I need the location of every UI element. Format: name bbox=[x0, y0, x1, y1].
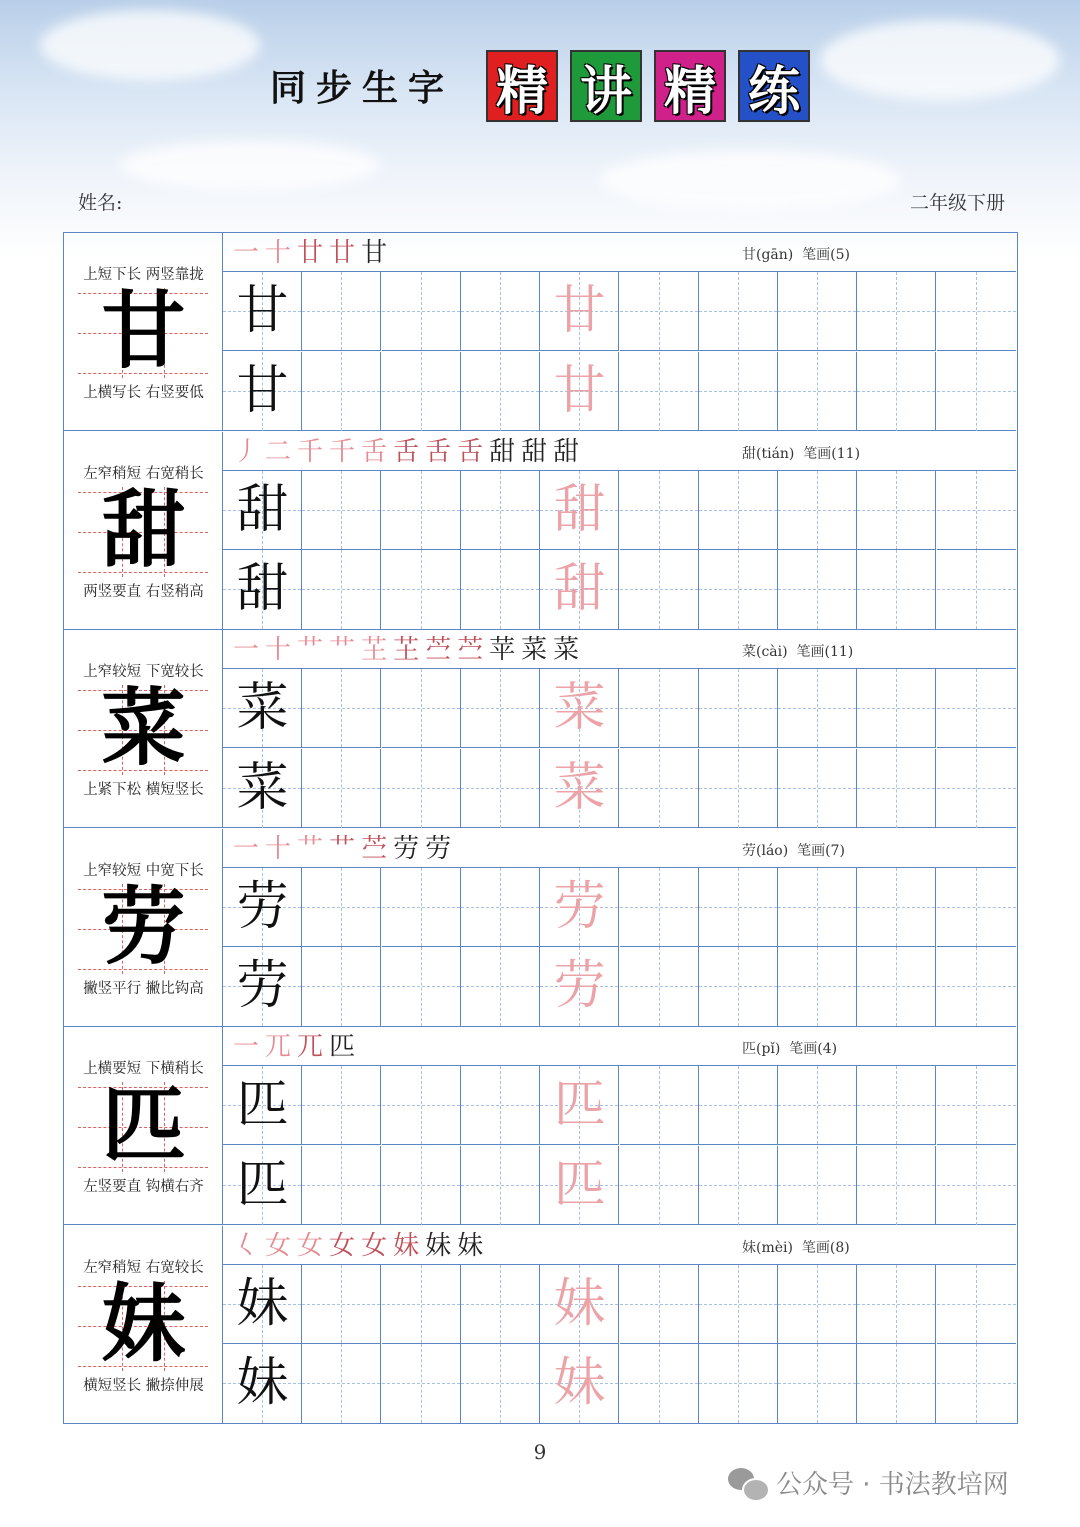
wechat-icon bbox=[728, 1466, 768, 1500]
grid-cell[interactable] bbox=[302, 868, 381, 947]
grid-cell[interactable] bbox=[382, 352, 461, 431]
writing-tip-top: 上横要短 下横稍长 bbox=[83, 1061, 204, 1077]
grid-cell[interactable] bbox=[857, 272, 936, 351]
grid-cell[interactable] bbox=[937, 947, 1016, 1026]
writing-grid bbox=[223, 868, 1016, 1027]
pinyin-stroke-info: 匹(pǐ) 笔画(4) bbox=[742, 1041, 838, 1057]
trace-character: 菜 bbox=[553, 757, 606, 818]
grid-cell[interactable] bbox=[540, 1146, 619, 1225]
grid-cell[interactable] bbox=[620, 947, 699, 1026]
stroke-step: 芏 bbox=[361, 635, 388, 665]
grid-cell[interactable] bbox=[382, 471, 461, 550]
stroke-step: 舌 bbox=[457, 436, 484, 467]
stroke-step: 甜 bbox=[489, 436, 516, 467]
stroke-sequence bbox=[233, 434, 579, 470]
grid-cell[interactable] bbox=[699, 1146, 778, 1225]
example-character: 劳 bbox=[236, 876, 289, 937]
grid-cell[interactable] bbox=[302, 550, 381, 629]
grid-cell[interactable] bbox=[302, 1066, 381, 1145]
trace-character: 匹 bbox=[553, 1154, 606, 1215]
grid-cell[interactable] bbox=[857, 1265, 936, 1344]
stroke-step: 艹 bbox=[297, 635, 324, 665]
character-row bbox=[64, 432, 1016, 630]
grid-cell[interactable] bbox=[382, 1265, 461, 1344]
guide-panel bbox=[64, 1027, 223, 1225]
grid-cell[interactable] bbox=[540, 868, 619, 947]
writing-tip-top: 上窄较短 中宽下长 bbox=[83, 862, 204, 879]
stroke-step: 舌 bbox=[425, 436, 452, 467]
grid-cell[interactable] bbox=[699, 550, 778, 629]
example-character: 甜 bbox=[236, 479, 289, 540]
trace-character: 妹 bbox=[553, 1273, 606, 1334]
pinyin-stroke-info: 妹(mèi) 笔画(8) bbox=[742, 1239, 850, 1256]
stroke-step: 妹 bbox=[425, 1230, 452, 1261]
practice-sheet bbox=[63, 232, 1018, 1424]
model-character: 妹 bbox=[101, 1273, 186, 1373]
grid-cell[interactable] bbox=[699, 1265, 778, 1344]
writing-tip-top: 左窄稍短 右宽稍长 bbox=[83, 465, 204, 482]
stroke-step: 女 bbox=[329, 1230, 356, 1261]
trace-character: 甜 bbox=[553, 479, 606, 540]
grid-cell[interactable] bbox=[937, 1344, 1016, 1423]
pinyin-stroke-info: 甘(gān) 笔画(5) bbox=[742, 247, 850, 263]
stroke-step: 妹 bbox=[393, 1230, 420, 1261]
writing-tip-top: 上短下长 两竖靠拢 bbox=[83, 267, 204, 283]
stroke-step: 菜 bbox=[521, 635, 548, 665]
trace-character: 菜 bbox=[553, 678, 606, 738]
trace-character: 匹 bbox=[553, 1075, 606, 1135]
grade-label: 二年级下册 bbox=[910, 192, 1006, 214]
grid-cell[interactable] bbox=[461, 749, 540, 828]
grid-cell[interactable] bbox=[857, 669, 936, 748]
grid-cell[interactable] bbox=[778, 1265, 857, 1344]
model-character: 甜 bbox=[101, 479, 186, 579]
grid-cell[interactable] bbox=[302, 272, 381, 351]
grid-cell[interactable] bbox=[937, 1146, 1016, 1225]
grid-cell[interactable] bbox=[857, 352, 936, 431]
stroke-order-bar bbox=[223, 1027, 1016, 1066]
grid-cell[interactable] bbox=[223, 471, 302, 550]
model-character: 甘 bbox=[101, 281, 186, 380]
title-box-3: 练 bbox=[738, 50, 810, 122]
writing-grid bbox=[223, 1265, 1016, 1424]
writing-grid bbox=[223, 471, 1016, 630]
grid-cell[interactable] bbox=[699, 868, 778, 947]
stroke-step: 𡿨 bbox=[233, 1230, 260, 1261]
grid-cell[interactable] bbox=[302, 1344, 381, 1423]
grid-cell[interactable] bbox=[620, 1265, 699, 1344]
grid-cell[interactable] bbox=[302, 1265, 381, 1344]
grid-cell[interactable] bbox=[778, 1344, 857, 1423]
grid-cell[interactable] bbox=[382, 669, 461, 748]
trace-character: 甘 bbox=[553, 360, 606, 421]
grid-cell[interactable] bbox=[620, 749, 699, 828]
stroke-step: 千 bbox=[329, 436, 356, 467]
stroke-step: 苹 bbox=[489, 635, 516, 665]
grid-cell[interactable] bbox=[540, 947, 619, 1026]
grid-cell[interactable] bbox=[937, 749, 1016, 828]
stroke-step: 劳 bbox=[425, 833, 452, 864]
grid-cell[interactable] bbox=[302, 669, 381, 748]
grid-cell[interactable] bbox=[857, 471, 936, 550]
stroke-step: 十 bbox=[265, 833, 292, 864]
grid-cell[interactable] bbox=[302, 749, 381, 828]
grid-cell[interactable] bbox=[620, 1066, 699, 1145]
stroke-sequence bbox=[233, 831, 451, 867]
grid-cell[interactable] bbox=[620, 868, 699, 947]
grid-cell[interactable] bbox=[540, 550, 619, 629]
grid-cell[interactable] bbox=[382, 1146, 461, 1225]
page-number: 9 bbox=[533, 1440, 547, 1464]
stroke-step: 廿 bbox=[297, 238, 324, 268]
stroke-step: 菜 bbox=[553, 635, 580, 665]
grid-cell[interactable] bbox=[857, 1344, 936, 1423]
grid-cell[interactable] bbox=[778, 1066, 857, 1145]
grid-cell[interactable] bbox=[699, 1066, 778, 1145]
watermark bbox=[728, 1464, 1009, 1501]
example-character: 劳 bbox=[236, 956, 289, 1016]
stroke-order-bar bbox=[223, 829, 1016, 868]
grid-cell[interactable] bbox=[223, 1265, 302, 1344]
grid-cell[interactable] bbox=[461, 868, 540, 947]
grid-cell[interactable] bbox=[620, 550, 699, 629]
stroke-step: 甜 bbox=[553, 436, 580, 467]
grid-cell[interactable] bbox=[778, 550, 857, 629]
stroke-step: 丿 bbox=[233, 436, 260, 467]
grid-cell[interactable] bbox=[223, 947, 302, 1026]
grid-cell[interactable] bbox=[223, 749, 302, 828]
guide-panel bbox=[64, 829, 223, 1027]
writing-tip-bottom: 撇竖平行 撇比钩高 bbox=[83, 980, 204, 997]
writing-tip-top: 左窄稍短 右宽较长 bbox=[83, 1259, 204, 1276]
trace-character: 甜 bbox=[553, 559, 606, 619]
stroke-step: 女 bbox=[361, 1230, 388, 1261]
stroke-step: 一 bbox=[233, 238, 260, 268]
guide-panel bbox=[64, 630, 223, 828]
grid-cell[interactable] bbox=[778, 947, 857, 1026]
pinyin-stroke-info: 菜(cài) 笔画(11) bbox=[742, 644, 854, 660]
pinyin-stroke-info: 劳(láo) 笔画(7) bbox=[742, 842, 845, 859]
grid-cell[interactable] bbox=[461, 669, 540, 748]
writing-tip-bottom: 横短竖长 撇捺伸展 bbox=[83, 1377, 204, 1394]
stroke-order-bar bbox=[223, 1226, 1016, 1265]
grid-cell[interactable] bbox=[223, 1344, 302, 1423]
grid-cell[interactable] bbox=[778, 272, 857, 351]
grid-cell[interactable] bbox=[223, 669, 302, 748]
pinyin-stroke-info: 甜(tián) 笔画(11) bbox=[742, 445, 861, 462]
grid-cell[interactable] bbox=[461, 1066, 540, 1145]
stroke-order-bar bbox=[223, 432, 1016, 471]
title-box-1: 讲 bbox=[570, 50, 642, 122]
sky-background bbox=[0, 0, 1080, 260]
example-character: 甜 bbox=[236, 559, 289, 619]
stroke-step: 苎 bbox=[361, 833, 388, 864]
stroke-step: 苎 bbox=[425, 635, 452, 665]
example-character: 妹 bbox=[236, 1353, 289, 1413]
grid-cell[interactable] bbox=[699, 669, 778, 748]
grid-cell[interactable] bbox=[937, 550, 1016, 629]
title-boxes bbox=[486, 50, 810, 122]
example-character: 匹 bbox=[236, 1075, 289, 1135]
grid-cell[interactable] bbox=[699, 471, 778, 550]
stroke-step: 一 bbox=[233, 1032, 260, 1062]
grid-cell[interactable] bbox=[382, 947, 461, 1026]
page-title: 同步生字 bbox=[270, 68, 455, 109]
grid-cell[interactable] bbox=[223, 272, 302, 351]
grid-cell[interactable] bbox=[540, 272, 619, 351]
grid-cell[interactable] bbox=[778, 669, 857, 748]
writing-tip-bottom: 左竖要直 钩横右齐 bbox=[83, 1179, 204, 1195]
grid-cell[interactable] bbox=[937, 868, 1016, 947]
stroke-step: 妹 bbox=[457, 1230, 484, 1261]
grid-cell[interactable] bbox=[461, 1344, 540, 1423]
grid-cell[interactable] bbox=[857, 1066, 936, 1145]
grid-cell[interactable] bbox=[620, 352, 699, 431]
stroke-step: 兀 bbox=[297, 1032, 324, 1062]
stroke-step: 一 bbox=[233, 635, 260, 665]
title-box-2: 精 bbox=[654, 50, 726, 122]
grid-cell[interactable] bbox=[540, 471, 619, 550]
grid-cell[interactable] bbox=[540, 669, 619, 748]
example-character: 甘 bbox=[236, 281, 289, 341]
grid-cell[interactable] bbox=[620, 471, 699, 550]
model-character: 匹 bbox=[101, 1075, 186, 1174]
grid-cell[interactable] bbox=[382, 1066, 461, 1145]
grid-cell[interactable] bbox=[778, 1146, 857, 1225]
grid-cell[interactable] bbox=[937, 1066, 1016, 1145]
stroke-sequence bbox=[233, 1029, 355, 1065]
writing-tip-bottom: 上紧下松 横短竖长 bbox=[83, 782, 204, 798]
grid-cell[interactable] bbox=[382, 1344, 461, 1423]
grid-cell[interactable] bbox=[937, 471, 1016, 550]
example-character: 菜 bbox=[236, 678, 289, 738]
stroke-step: 艹 bbox=[297, 833, 324, 864]
grid-cell[interactable] bbox=[382, 749, 461, 828]
grid-cell[interactable] bbox=[461, 272, 540, 351]
guide-panel bbox=[64, 1226, 223, 1424]
stroke-order-bar bbox=[223, 630, 1016, 669]
grid-cell[interactable] bbox=[937, 1265, 1016, 1344]
writing-grid bbox=[223, 669, 1016, 828]
grid-cell[interactable] bbox=[778, 868, 857, 947]
example-character: 甘 bbox=[236, 360, 289, 421]
stroke-step: 千 bbox=[297, 436, 324, 467]
stroke-order-bar bbox=[223, 233, 1016, 272]
grid-cell[interactable] bbox=[540, 352, 619, 431]
grid-cell[interactable] bbox=[302, 1146, 381, 1225]
stroke-step: 女 bbox=[297, 1230, 324, 1261]
stroke-step: 二 bbox=[265, 436, 292, 467]
stroke-step: 芏 bbox=[393, 635, 420, 665]
grid-cell[interactable] bbox=[778, 471, 857, 550]
grid-cell[interactable] bbox=[857, 749, 936, 828]
stroke-step: 艹 bbox=[329, 635, 356, 665]
grid-cell[interactable] bbox=[857, 947, 936, 1026]
grid-cell[interactable] bbox=[461, 550, 540, 629]
stroke-sequence bbox=[233, 1228, 483, 1264]
writing-tip-bottom: 上横写长 右竖要低 bbox=[83, 385, 204, 401]
writing-grid bbox=[223, 272, 1016, 431]
grid-cell[interactable] bbox=[620, 272, 699, 351]
stroke-sequence bbox=[233, 632, 579, 668]
grid-cell[interactable] bbox=[302, 947, 381, 1026]
stroke-step: 劳 bbox=[393, 833, 420, 864]
grid-cell[interactable] bbox=[937, 669, 1016, 748]
stroke-step: 廿 bbox=[329, 238, 356, 268]
grid-cell[interactable] bbox=[699, 749, 778, 828]
grid-cell[interactable] bbox=[382, 550, 461, 629]
grid-cell[interactable] bbox=[620, 669, 699, 748]
stroke-step: 苎 bbox=[457, 635, 484, 665]
stroke-step: 女 bbox=[265, 1230, 292, 1261]
grid-cell[interactable] bbox=[857, 868, 936, 947]
grid-cell[interactable] bbox=[223, 1146, 302, 1225]
grid-cell[interactable] bbox=[540, 1344, 619, 1423]
trace-character: 劳 bbox=[553, 876, 606, 937]
grid-cell[interactable] bbox=[699, 352, 778, 431]
stroke-step: 十 bbox=[265, 238, 292, 268]
trace-character: 妹 bbox=[553, 1353, 606, 1413]
model-character: 菜 bbox=[101, 678, 186, 777]
character-row bbox=[64, 829, 1016, 1027]
stroke-sequence bbox=[233, 235, 387, 271]
stroke-step: 一 bbox=[233, 833, 260, 864]
grid-cell[interactable] bbox=[699, 272, 778, 351]
grid-cell[interactable] bbox=[778, 749, 857, 828]
writing-tip-top: 上窄较短 下宽较长 bbox=[83, 664, 204, 680]
grid-cell[interactable] bbox=[620, 1146, 699, 1225]
grid-cell[interactable] bbox=[857, 550, 936, 629]
character-row bbox=[64, 1027, 1016, 1225]
stroke-step: 兀 bbox=[265, 1032, 292, 1062]
trace-character: 甘 bbox=[553, 281, 606, 341]
grid-cell[interactable] bbox=[937, 272, 1016, 351]
grid-cell[interactable] bbox=[857, 1146, 936, 1225]
stroke-step: 艹 bbox=[329, 833, 356, 864]
grid-cell[interactable] bbox=[461, 947, 540, 1026]
grid-cell[interactable] bbox=[620, 1344, 699, 1423]
character-row bbox=[64, 630, 1016, 828]
grid-cell[interactable] bbox=[382, 272, 461, 351]
writing-grid bbox=[223, 1066, 1016, 1225]
stroke-step: 甘 bbox=[361, 238, 388, 268]
grid-cell[interactable] bbox=[223, 868, 302, 947]
grid-cell[interactable] bbox=[461, 352, 540, 431]
trace-character: 劳 bbox=[553, 956, 606, 1016]
grid-cell[interactable] bbox=[223, 550, 302, 629]
example-character: 妹 bbox=[236, 1273, 289, 1334]
grid-cell[interactable] bbox=[302, 352, 381, 431]
stroke-step: 舌 bbox=[361, 436, 388, 467]
example-character: 匹 bbox=[236, 1154, 289, 1215]
grid-cell[interactable] bbox=[778, 352, 857, 431]
stroke-step: 十 bbox=[265, 635, 292, 665]
grid-cell[interactable] bbox=[540, 1066, 619, 1145]
stroke-step: 甜 bbox=[521, 436, 548, 467]
grid-cell[interactable] bbox=[540, 1265, 619, 1344]
grid-cell[interactable] bbox=[382, 868, 461, 947]
model-character: 劳 bbox=[101, 876, 186, 976]
guide-panel bbox=[64, 233, 223, 431]
grid-cell[interactable] bbox=[699, 1344, 778, 1423]
grid-cell[interactable] bbox=[461, 1146, 540, 1225]
grid-cell[interactable] bbox=[937, 352, 1016, 431]
character-row bbox=[64, 233, 1016, 431]
watermark-text: 公众号 · 书法教培网 bbox=[776, 1470, 1009, 1500]
guide-panel bbox=[64, 432, 223, 630]
grid-cell[interactable] bbox=[461, 1265, 540, 1344]
character-row bbox=[64, 1226, 1016, 1424]
grid-cell[interactable] bbox=[540, 749, 619, 828]
stroke-step: 舌 bbox=[393, 436, 420, 467]
stroke-step: 匹 bbox=[329, 1032, 356, 1062]
grid-cell[interactable] bbox=[699, 947, 778, 1026]
writing-tip-bottom: 两竖要直 右竖稍高 bbox=[83, 583, 204, 600]
title-box-0: 精 bbox=[486, 50, 558, 122]
grid-cell[interactable] bbox=[223, 352, 302, 431]
name-label: 姓名: bbox=[78, 192, 123, 214]
grid-cell[interactable] bbox=[223, 1066, 302, 1145]
grid-cell[interactable] bbox=[302, 471, 381, 550]
example-character: 菜 bbox=[236, 757, 289, 818]
grid-cell[interactable] bbox=[461, 471, 540, 550]
